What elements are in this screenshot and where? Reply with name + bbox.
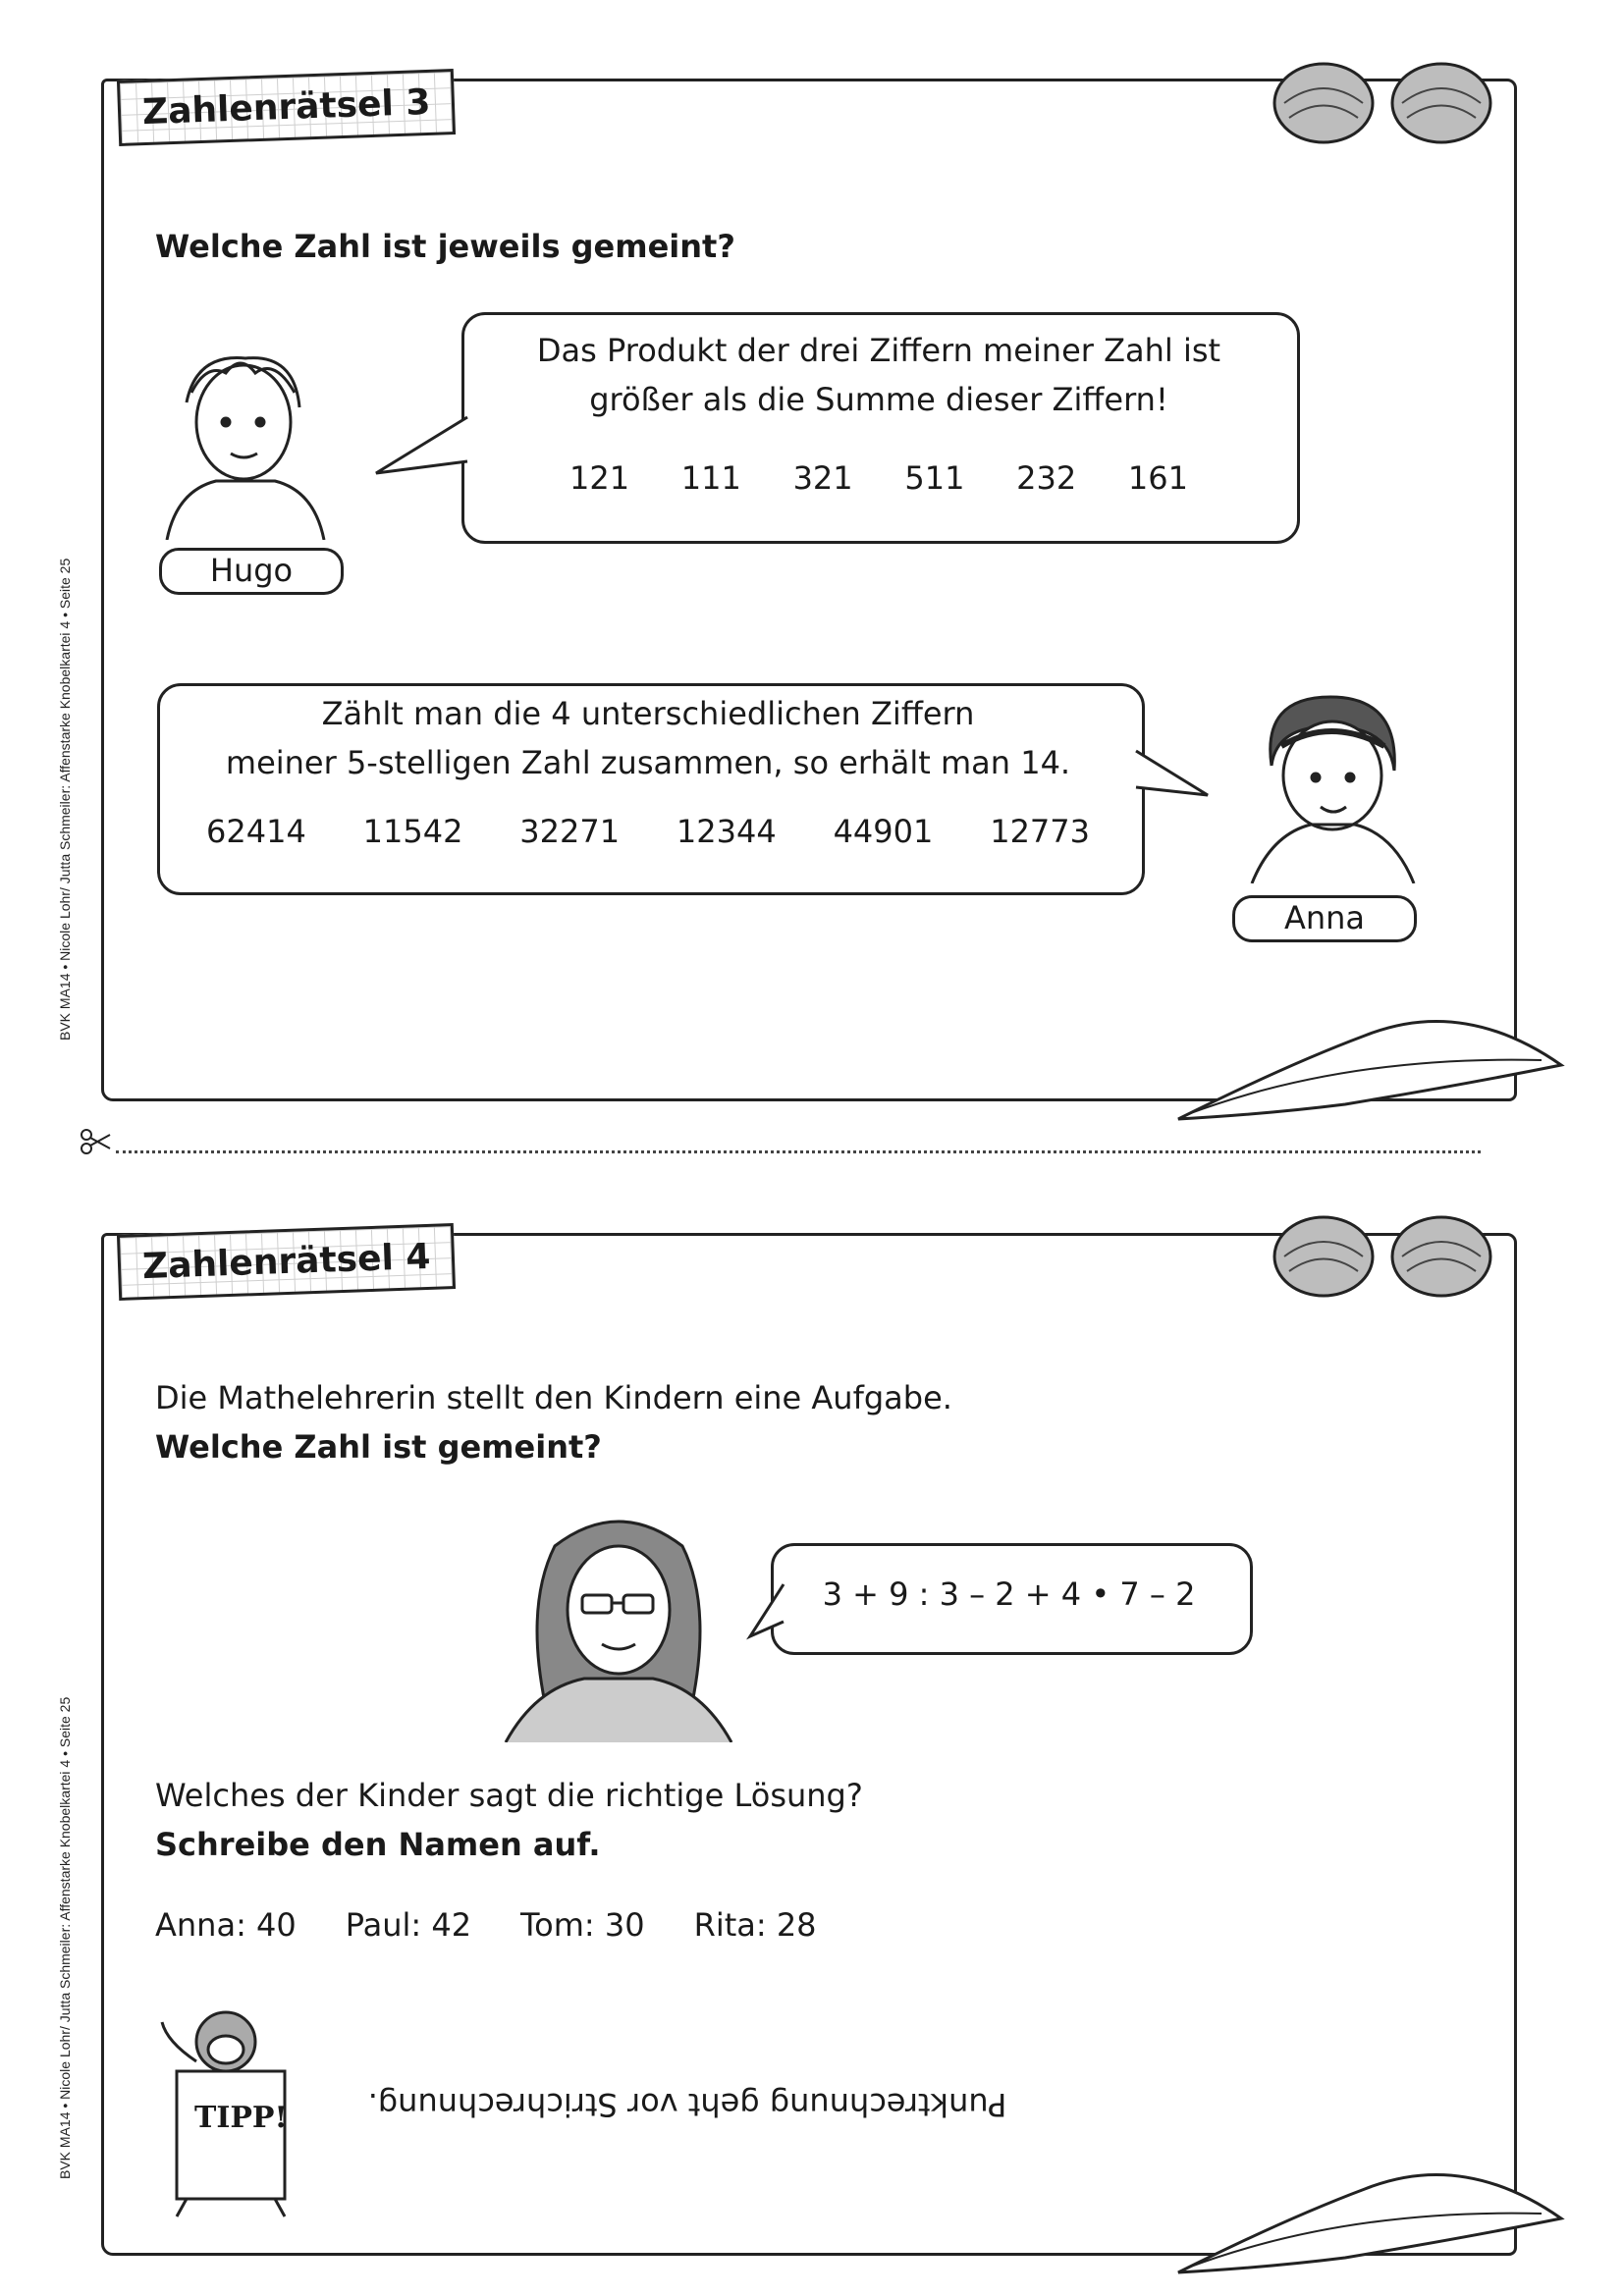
expression-text (771, 1575, 1247, 1613)
feather-icon (1168, 977, 1571, 1124)
answer-option: Rita: 28 (693, 1906, 817, 1944)
hugo-number: 111 (680, 459, 741, 497)
card1-question: Welche Zahl ist jeweils gemeint? (155, 228, 735, 265)
scissors-icon (79, 1127, 112, 1156)
hugo-number: 511 (904, 459, 965, 497)
bubble-pointer (371, 412, 469, 481)
anna-illustration (1232, 687, 1429, 883)
hugo-number-row (569, 459, 1188, 497)
hugo-number: 321 (792, 459, 853, 497)
card-title-1: Zahlenrätsel 3 (117, 69, 457, 146)
feather-icon (1168, 2130, 1571, 2277)
hugo-number: 161 (1127, 459, 1188, 497)
anna-line1: Zählt man die 4 unterschiedlichen Ziffern (321, 695, 975, 732)
bubble-pointer (1134, 746, 1213, 805)
card2-question: Welche Zahl ist gemeint? (155, 1428, 602, 1466)
anna-line2: meiner 5-stelligen Zahl zusammen, so erhält man 14. (225, 744, 1071, 781)
card2-prompt: Welches der Kinder sagt die richtige Lösung? (155, 1777, 863, 1814)
hugo-number: 232 (1016, 459, 1077, 497)
hugo-line2: größer als die Summe dieser Ziffern! (589, 381, 1168, 418)
side-label-bottom: BVK MA14 • Nicole Lohr/ Jutta Schmeiler: Affenstarke Knobelkartei 4 • Seite 25 (57, 1696, 73, 2179)
anna-number: 12773 (990, 813, 1090, 850)
card-title-2: Zahlenrätsel 4 (117, 1223, 457, 1301)
hugo-line1: Das Produkt der drei Ziffern meiner Zahl ist (536, 332, 1221, 369)
answer-options (155, 1906, 817, 1944)
card2-intro: Die Mathelehrerin stellt den Kindern eine Aufgabe. (155, 1379, 952, 1416)
anna-number: 62414 (206, 813, 306, 850)
answer-option: Anna: 40 (155, 1906, 297, 1944)
anna-name-label: Anna (1232, 895, 1417, 942)
answer-option: Paul: 42 (345, 1906, 472, 1944)
anna-number-row (206, 813, 1090, 850)
card2-instruction: Schreibe den Namen auf. (155, 1826, 601, 1863)
hugo-illustration (147, 344, 334, 540)
hugo-number: 121 (569, 459, 630, 497)
tip-text-upside-down: Punktrechnung geht vor Strichrechnung. (367, 2086, 1007, 2123)
math-expression: 3 + 9 : 3 – 2 + 4 • 7 – 2 (822, 1575, 1196, 1613)
hugo-bubble-content (471, 326, 1286, 497)
coconut-icon (1265, 54, 1510, 152)
coconut-icon (1265, 1207, 1510, 1306)
anna-number: 44901 (833, 813, 934, 850)
teacher-illustration (496, 1507, 741, 1742)
side-label-top: BVK MA14 • Nicole Lohr/ Jutta Schmeiler: Affenstarke Knobelkartei 4 • Seite 25 (57, 558, 73, 1041)
anna-number: 32271 (519, 813, 621, 850)
cut-line (116, 1150, 1481, 1153)
hugo-name-label: Hugo (159, 548, 344, 595)
answer-option: Tom: 30 (520, 1906, 645, 1944)
anna-number: 12344 (676, 813, 777, 850)
tip-label: TIPP! (194, 2101, 288, 2135)
anna-bubble-content (167, 689, 1129, 850)
anna-number: 11542 (362, 813, 463, 850)
